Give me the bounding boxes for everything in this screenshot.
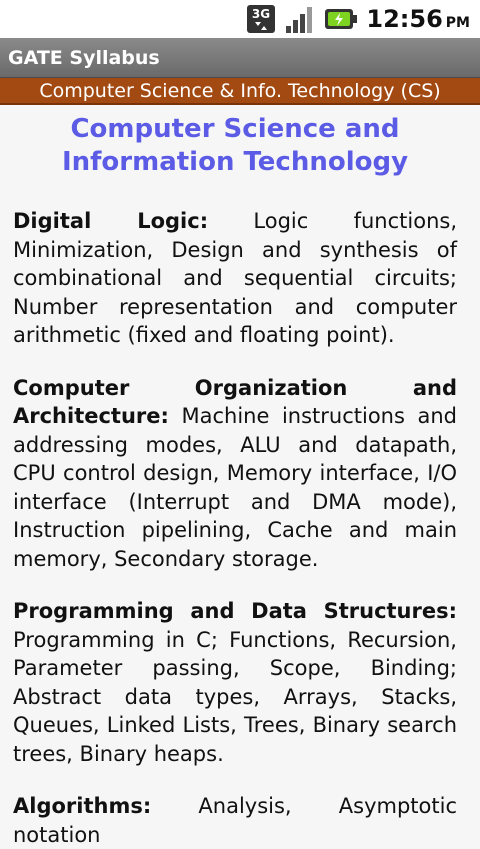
topic-text: Analysis, Asymptotic notation xyxy=(13,794,457,847)
topic-paragraph xyxy=(13,374,457,574)
topic-paragraph xyxy=(13,792,457,849)
status-bar xyxy=(0,0,480,38)
battery-charging-icon xyxy=(324,5,358,33)
topic-title: Programming and Data Structures: xyxy=(13,599,457,623)
signal-strength-icon xyxy=(284,4,316,34)
3g-data-icon xyxy=(246,4,276,34)
section-subtitle-bar xyxy=(0,78,480,105)
topic-title: Digital Logic: xyxy=(13,209,209,233)
app-title: GATE Syllabus xyxy=(8,46,160,69)
topic-text: Logic functions, Minimization, Design and synthesis of combinational and sequential circuits; Number representation and computer arithmetic (fixed and floating point). xyxy=(13,209,458,347)
topic-title: Computer Organization and Architecture: xyxy=(13,375,457,428)
clock-time: 12:56 xyxy=(366,5,443,33)
topic-paragraph xyxy=(13,207,457,350)
clock xyxy=(366,5,470,33)
network-label: 3G xyxy=(252,7,271,21)
syllabus-content[interactable] xyxy=(0,105,480,847)
topic-text: Programming in C; Functions, Recursion, Parameter passing, Scope, Binding; Abstract data types, Arrays, Stacks, Queues, Linked Lists, Trees, Binary search trees, Binary heaps. xyxy=(13,627,457,766)
app-title-bar xyxy=(0,38,480,78)
topic-text: Machine instructions and addressing modes, ALU and datapath, CPU control design, Memory interface, I/O interface (Interrupt and DMA mode), Instruction pipelining, Cache and main memory, Secondary storage. xyxy=(13,404,457,571)
clock-ampm: PM xyxy=(445,15,470,31)
section-subtitle: Computer Science & Info. Technology (CS) xyxy=(39,79,441,102)
page-heading: Computer Science and Information Technology xyxy=(61,114,409,177)
topic-title: Algorithms: xyxy=(13,794,152,818)
topic-paragraph xyxy=(13,597,457,768)
